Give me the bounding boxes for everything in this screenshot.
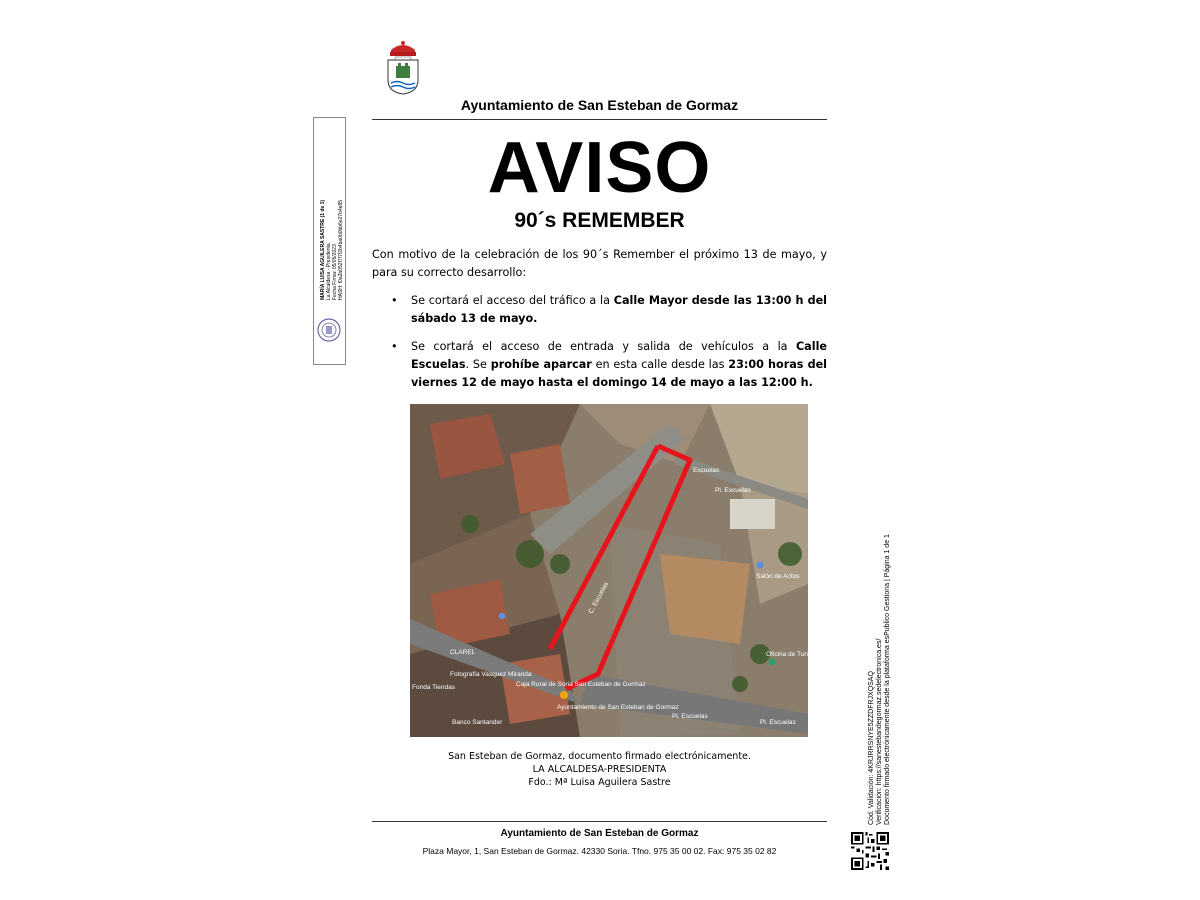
- bullet-bold-text: prohíbe aparcar: [490, 358, 592, 371]
- map-label-escuelas-east: Pl. Escuelas: [715, 487, 751, 494]
- map-label-oficina: Oficina de Turismo: [766, 651, 821, 658]
- signature-line-role: LA ALCALDESA-PRESIDENTA: [532, 764, 667, 775]
- bullet-text: en esta calle desde las: [591, 358, 729, 371]
- header-title: Ayuntamiento de San Esteban de Gormaz: [460, 97, 739, 113]
- footer-divider: [372, 821, 827, 822]
- map-label-escuelas-corner: Pl. Escuelas: [760, 719, 796, 726]
- verification-text: [868, 534, 892, 825]
- signature-date: Fecha Firma: 05/05/2023: [332, 244, 338, 300]
- map-label-ayuntamiento: Ayuntamiento de San Esteban de Gormaz: [557, 704, 679, 711]
- map-label-caja: Caja Rural de Soria San Esteban de Gormaz: [516, 681, 646, 688]
- header-divider: [372, 119, 827, 120]
- bullet-bold-text: Calle Mayor desde las 13:00 h del sábado 13 de mayo.: [411, 294, 828, 325]
- bullet-text: Se cortará el acceso del tráfico a la: [411, 294, 614, 307]
- municipal-crest-logo: [385, 38, 421, 96]
- verification-code: Cód. Validación: 4KRJRRSNYE5ZZDFRJXQSAQ: [868, 671, 875, 825]
- notice-intro: Con motivo de la celebración de los 90´s Remember el próximo 13 de mayo, y para su correcto desarrollo:: [372, 248, 827, 279]
- bullet-bold-text: 23:00 horas del viernes 12 de mayo hasta el domingo 14 de mayo a las 12:00 h.: [411, 358, 828, 389]
- bullet-dot-icon: •: [391, 340, 398, 353]
- footer-title: Ayuntamiento de San Esteban de Gormaz: [500, 828, 699, 839]
- notice-heading: AVISO: [487, 128, 712, 208]
- bullet-item-calle-mayor: [372, 292, 827, 328]
- map-label-salon: Salón de Actos: [756, 573, 800, 580]
- signature-stamp-icon: [316, 317, 342, 343]
- notice-bullet-list: [372, 292, 827, 402]
- map-label-fonda: Fonda Tiendas: [412, 684, 456, 691]
- electronic-signature-text: [320, 100, 344, 300]
- signer-name: MARÍA LUISA AGUILERA SASTRE (1 de 1): [320, 199, 326, 300]
- bullet-text: Se cortará el acceso de entrada y salida de vehículos a la: [411, 340, 796, 353]
- verification-url: Verificación: https://sanestebandegormaz.sedelectronica.es/: [876, 638, 883, 825]
- satellite-map: [410, 404, 821, 737]
- signature-hash: HASH: f0a2b052f7f7f2b4ba0b0bb6e27b4e85: [338, 199, 344, 300]
- bullet-text: . Se: [465, 358, 491, 371]
- signature-line-signer: Fdo.: Mª Luisa Aguilera Sastre: [528, 777, 671, 788]
- map-label-clarel: CLAREL: [450, 649, 476, 656]
- signature-block: [372, 750, 827, 789]
- signature-line-place: San Esteban de Gormaz, documento firmado electrónicamente.: [448, 751, 751, 762]
- bullet-dot-icon: •: [391, 294, 398, 307]
- map-label-fotografia: Fotografía Vasquez Miranda: [450, 671, 532, 678]
- map-label-escuelas-top: Escuelas: [693, 467, 720, 474]
- qr-code-icon[interactable]: [851, 832, 889, 870]
- map-label-escuelas-bottom: Pl. Escuelas: [672, 713, 708, 720]
- bullet-bold-text: Calle Escuelas: [411, 340, 827, 371]
- bullet-item-calle-escuelas: [372, 338, 827, 392]
- signer-role: La Alcaldesa - Presidenta: [326, 243, 332, 300]
- map-label-escuelas-street: C. Escuelas: [587, 581, 611, 615]
- map-label-banco: Banco Santander: [452, 719, 503, 726]
- footer-address: Plaza Mayor, 1, San Esteban de Gormaz. 42330 Soria. Tfno. 975 35 00 02. Fax: 975 35 02 82: [422, 846, 777, 856]
- notice-subtitle: 90´s REMEMBER: [514, 209, 685, 232]
- verification-platform: Documento firmado electrónicamente desde la plataforma esPublico Gestiona | Página 1 de 1: [884, 534, 891, 825]
